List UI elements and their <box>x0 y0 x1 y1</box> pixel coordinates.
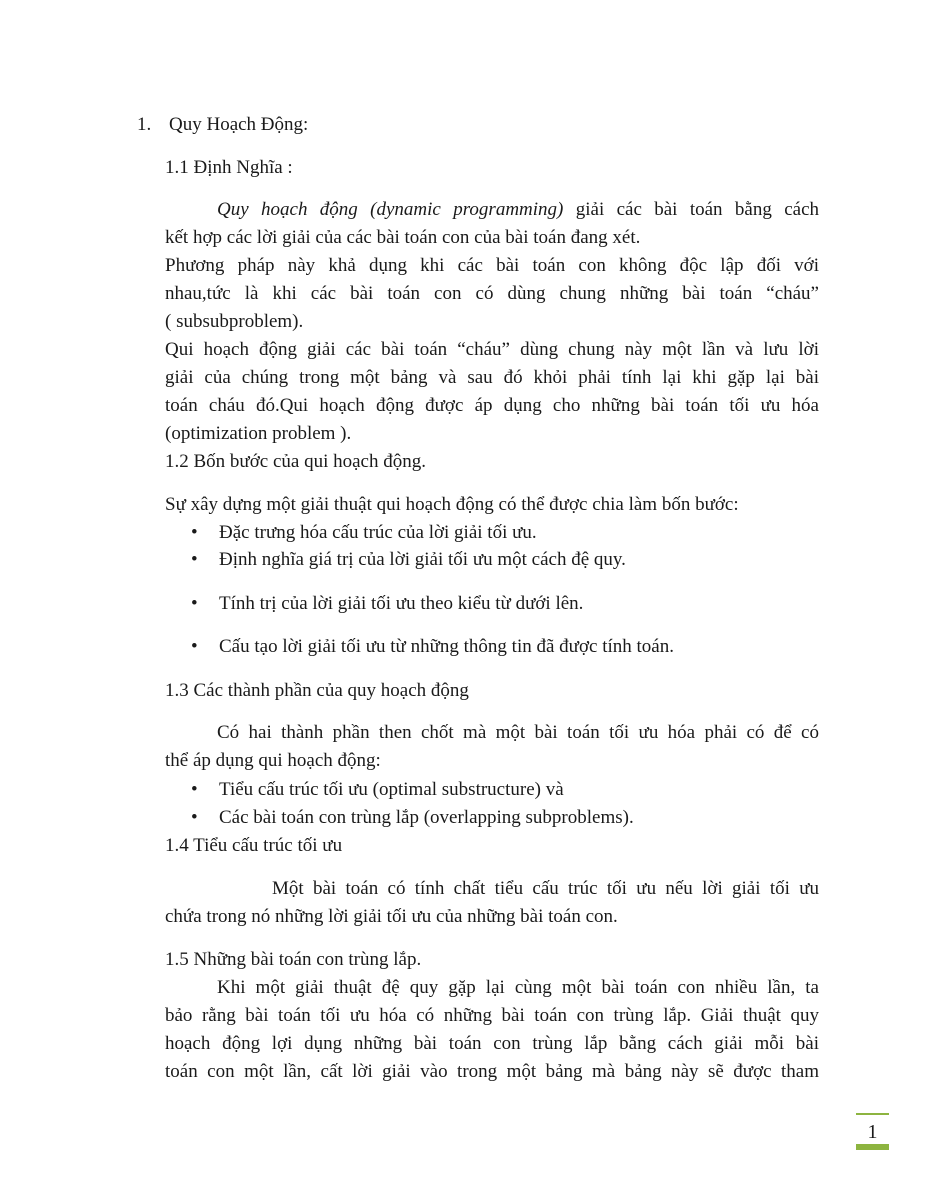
section-1-4-heading: 1.4 Tiểu cấu trúc tối ưu <box>165 835 343 856</box>
paragraph-line: (optimization problem ). <box>165 423 352 444</box>
paragraph-line: chứa trong nó những lời giải tối ưu của những bài toán con. <box>165 906 618 927</box>
section-1-1-heading: 1.1 Định Nghĩa : <box>165 157 293 178</box>
bullet-icon: • <box>191 522 198 543</box>
paragraph-line: Một bài toán có tính chất tiểu cấu trúc tối ưu nếu lời giải tối ưu <box>272 878 819 899</box>
paragraph-line: toán con một lần, cất lời giải vào trong một bảng mà bảng này sẽ được tham <box>165 1061 819 1082</box>
page-number: 1 <box>867 1121 878 1143</box>
paragraph-line: nhau,tức là khi các bài toán con có dùng chung những bài toán “cháu” <box>165 283 819 304</box>
paragraph-line: Có hai thành phần then chốt mà một bài toán tối ưu hóa phải có để có <box>217 722 819 743</box>
paragraph-line: toán cháu đó.Qui hoạch động được áp dụng cho những bài toán tối ưu hóa <box>165 395 819 416</box>
bullet-icon: • <box>191 593 198 614</box>
list-item: Tính trị của lời giải tối ưu theo kiểu từ dưới lên. <box>219 593 584 614</box>
list-item: Cấu tạo lời giải tối ưu từ những thông tin đã được tính toán. <box>219 636 674 657</box>
bullet-icon: • <box>191 636 198 657</box>
section-1-3-heading: 1.3 Các thành phần của quy hoạch động <box>165 680 469 701</box>
page-number-rule-top <box>856 1113 889 1115</box>
paragraph-line: giải của chúng trong một bảng và sau đó khỏi phải tính lại khi gặp lại bài <box>165 367 819 388</box>
paragraph-line: kết hợp các lời giải của các bài toán con của bài toán đang xét. <box>165 227 641 248</box>
paragraph-line: ( subsubproblem). <box>165 311 304 332</box>
bullet-icon: • <box>191 807 198 828</box>
list-item: Đặc trưng hóa cấu trúc của lời giải tối ưu. <box>219 522 537 543</box>
paragraph-line: hoạch động lợi dụng những bài toán con trùng lắp bằng cách giải mỗi bài <box>165 1033 819 1054</box>
heading-1-title: Quy Hoạch Động: <box>169 114 309 135</box>
bullet-icon: • <box>191 779 198 800</box>
section-1-2-intro: Sự xây dựng một giải thuật qui hoạch động có thể được chia làm bốn bước: <box>165 494 739 515</box>
paragraph-line: bảo rằng bài toán tối ưu hóa có những bài toán con trùng lắp. Giải thuật quy <box>165 1005 819 1026</box>
paragraph-line: thể áp dụng qui hoạch động: <box>165 750 381 771</box>
paragraph-line: Khi một giải thuật đệ quy gặp lại cùng một bài toán con nhiều lần, ta <box>217 977 819 998</box>
heading-1-number: 1. <box>137 114 152 135</box>
paragraph-line: Quy hoạch động (dynamic programming) giải các bài toán bằng cách <box>217 199 819 220</box>
list-item: Các bài toán con trùng lắp (overlapping subproblems). <box>219 807 634 828</box>
section-1-2-heading: 1.2 Bốn bước của qui hoạch động. <box>165 451 426 472</box>
section-1-5-heading: 1.5 Những bài toán con trùng lắp. <box>165 949 422 970</box>
bullet-icon: • <box>191 549 198 570</box>
paragraph-line: Qui hoạch động giải các bài toán “cháu” dùng chung này một lần và lưu lời <box>165 339 819 360</box>
list-item: Tiểu cấu trúc tối ưu (optimal substructure) và <box>219 779 564 800</box>
page-number-rule-bottom <box>856 1144 889 1150</box>
definition-term: Quy hoạch động (dynamic programming) <box>217 199 564 220</box>
list-item: Định nghĩa giá trị của lời giải tối ưu một cách đệ quy. <box>219 549 626 570</box>
paragraph-line: Phương pháp này khả dụng khi các bài toán con không độc lập đối với <box>165 255 819 276</box>
